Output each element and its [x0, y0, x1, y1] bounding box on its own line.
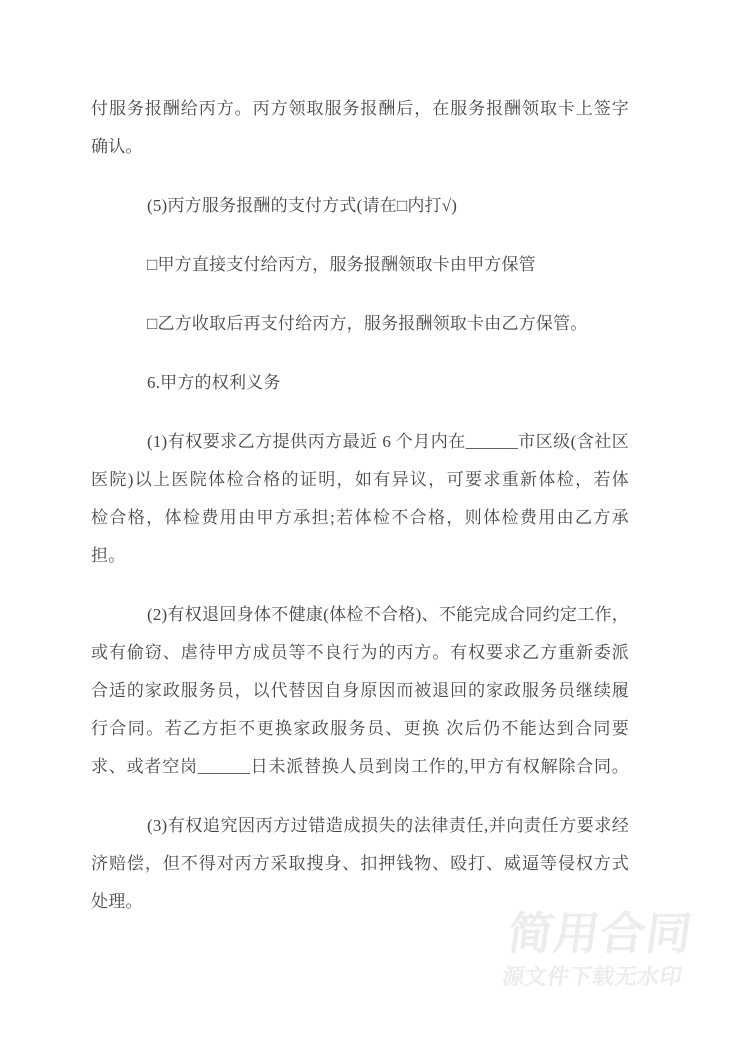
text-line: 济赔偿，但不得对丙方采取搜身、扣押钱物、殴打、威逼等侵权方式 — [91, 854, 629, 873]
text-line: 医院)以上医院体检合格的证明，如有异议，可要求重新体检，若体 — [91, 470, 629, 489]
para-option-party-a-keeps-card — [91, 246, 629, 284]
text-line: (1)有权要求乙方提供丙方最近 6 个月内在______市区级(含社区 — [147, 432, 629, 451]
text-line: 或有偷窃、虐待甲方成员等不良行为的丙方。有权要求乙方重新委派 — [91, 643, 629, 662]
text-line: (2)有权退回身体不健康(体检不合格)、不能完成合同约定工作， — [147, 605, 629, 624]
section-heading: 6.甲方的权利义务 — [147, 373, 281, 392]
text-line: 求、或者空岗______日未派替换人员到岗工作的,甲方有权解除合同。 — [91, 757, 629, 776]
text-line: 检合格，体检费用由甲方承担;若体检不合格，则体检费用由乙方承 — [91, 508, 629, 527]
heading-section-6-party-a-rights — [91, 364, 629, 402]
text-line: 处理。 — [91, 892, 143, 911]
text-line: 合适的家政服务员，以代替因自身原因而被退回的家政服务员继续履 — [91, 681, 629, 700]
para-clause-5-payment-method — [91, 187, 629, 225]
text-line: (5)丙方服务报酬的支付方式(请在□内打√) — [147, 196, 458, 215]
text-line: 确认。 — [91, 137, 143, 156]
checkbox-option-line: □甲方直接支付给丙方，服务报酬领取卡由甲方保管 — [147, 255, 536, 274]
text-line: 行合同。若乙方拒不更换家政服务员、更换 次后仍不能达到合同要 — [91, 719, 629, 738]
contract-body-text — [91, 0, 629, 942]
text-line: 担。 — [91, 546, 126, 565]
para-payment-continuation — [91, 90, 629, 166]
text-line: (3)有权追究因丙方过错造成损失的法律责任,并向责任方要求经 — [147, 816, 629, 835]
watermark-title: 简用合同 — [504, 907, 697, 960]
text-line: 付服务报酬给丙方。丙方领取服务报酬后，在服务报酬领取卡上签字 — [91, 99, 629, 118]
watermark-subtitle: 源文件下载无水印 — [500, 965, 684, 990]
para-clause-6-1-health-certificate — [91, 423, 629, 575]
checkbox-option-line: □乙方收取后再支付给丙方，服务报酬领取卡由乙方保管。 — [147, 314, 588, 333]
para-clause-6-2-replacement — [91, 596, 629, 786]
watermark — [500, 907, 697, 990]
para-option-party-b-keeps-card — [91, 305, 629, 343]
para-clause-6-3-liability — [91, 807, 629, 921]
